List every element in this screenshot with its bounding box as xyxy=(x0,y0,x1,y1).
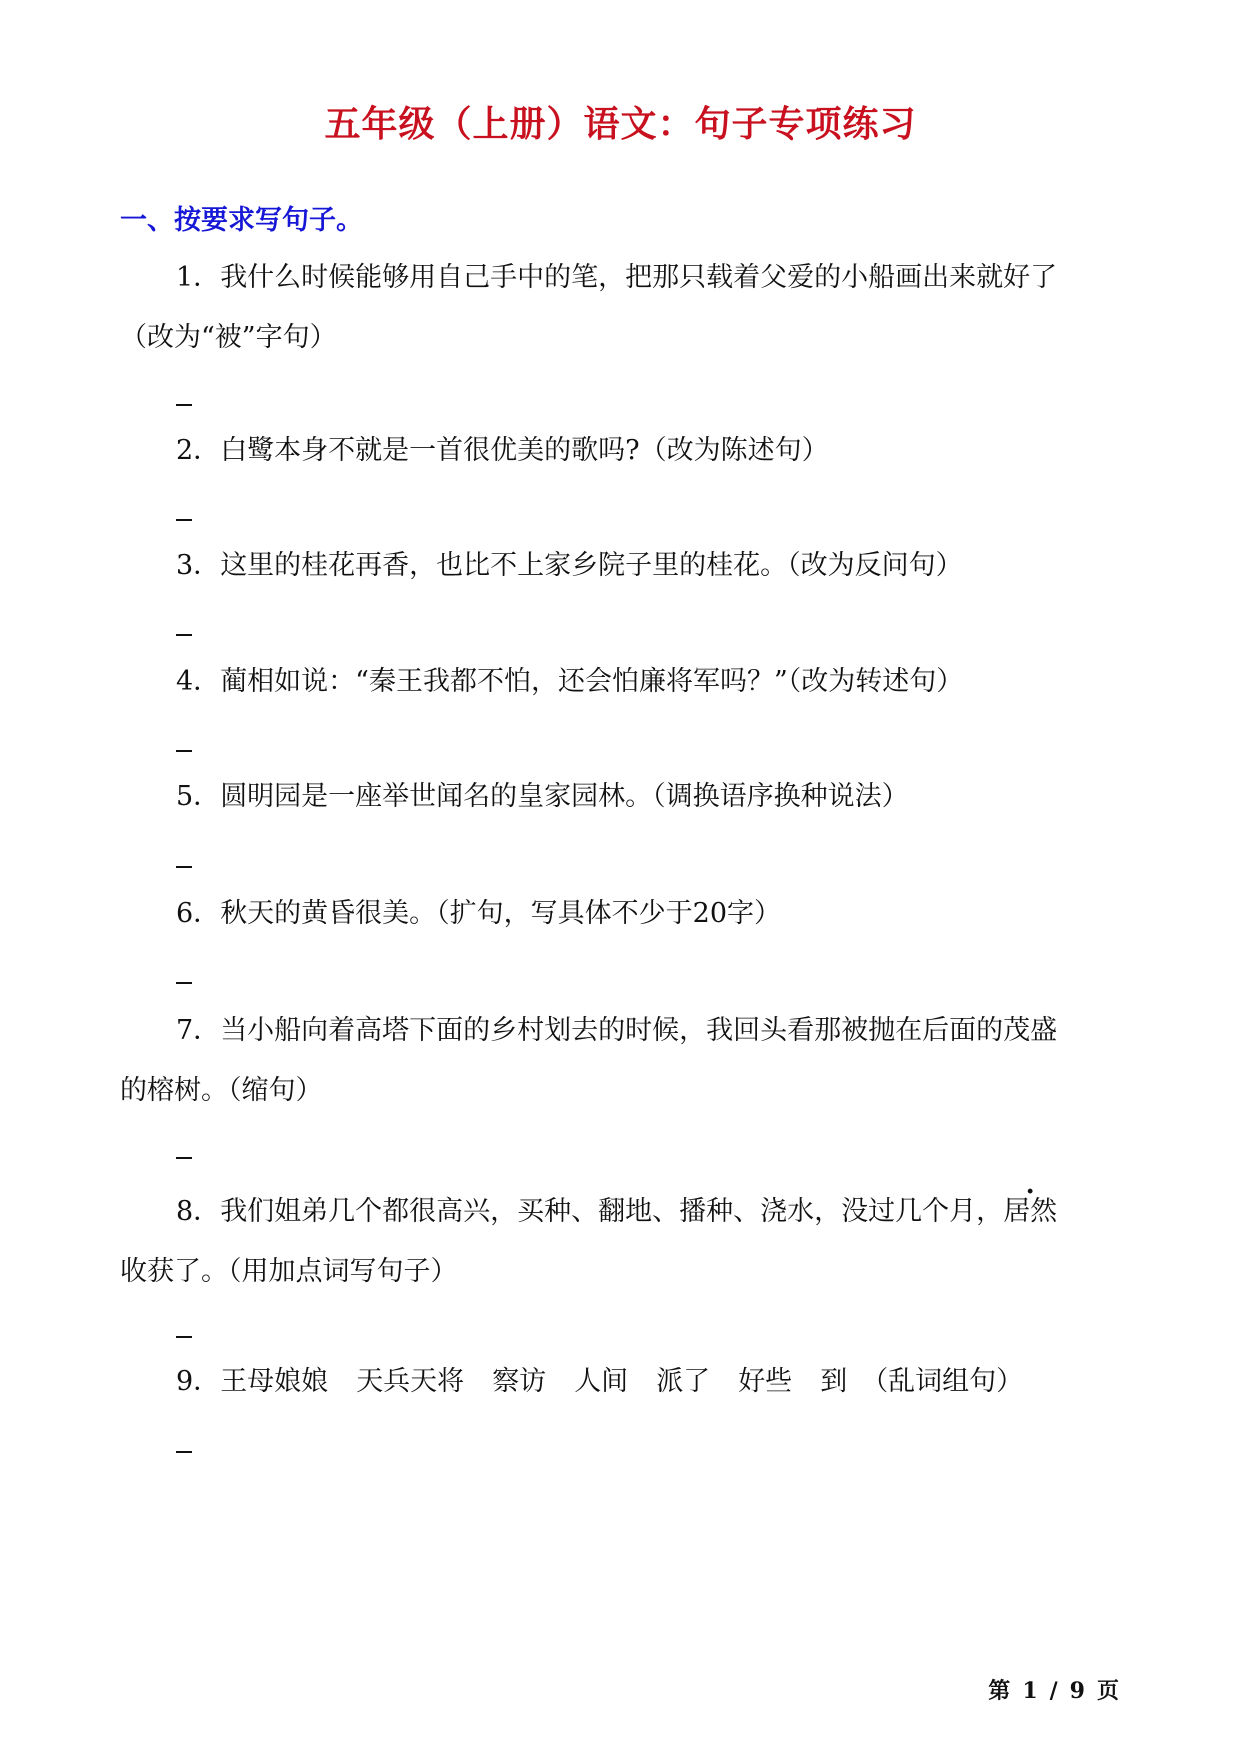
question-9 xyxy=(120,1352,1125,1412)
question-1-line1 xyxy=(120,248,1125,308)
scrambled-word: 好些 xyxy=(738,1366,793,1397)
question-instruction: （乱词组句） xyxy=(861,1366,1024,1397)
question-8-line2: 收获了。（用加点词写句子） xyxy=(120,1256,458,1287)
dotted-word: 居然 xyxy=(1003,1196,1058,1227)
page-title: 五年级（上册）语文：句子专项练习 xyxy=(324,103,917,145)
question-5 xyxy=(120,767,1125,827)
section-heading: 一、按要求写句子。 xyxy=(120,205,363,236)
question-number: 9． xyxy=(176,1366,221,1397)
page-separator: / xyxy=(1049,1678,1058,1704)
scrambled-word: 察访 xyxy=(492,1366,547,1397)
answer-blank-6[interactable] xyxy=(176,982,192,984)
scrambled-word: 派了 xyxy=(656,1366,711,1397)
question-number: 6． xyxy=(176,898,221,929)
question-number: 5． xyxy=(176,781,221,812)
answer-blank-9[interactable] xyxy=(176,1451,192,1453)
question-text: 这里的桂花再香，也比不上家乡院子里的桂花。（改为反问句） xyxy=(220,550,963,581)
answer-blank-4[interactable] xyxy=(176,750,192,752)
question-text: 秋天的黄昏很美。（扩句，写具体不少于20字） xyxy=(220,898,782,929)
question-8 xyxy=(120,1182,1125,1302)
question-3 xyxy=(120,536,1125,596)
scrambled-word: 到 xyxy=(820,1366,848,1397)
question-text: 蔺相如说：“秦王我都不怕，还会怕廉将军吗？”（改为转述句） xyxy=(220,666,964,697)
question-text: 我们姐弟几个都很高兴，买种、翻地、播种、浇水，没过几个月， xyxy=(220,1196,1004,1227)
question-7-line2: 的榕树。（缩句） xyxy=(120,1075,323,1106)
question-6 xyxy=(120,884,1125,944)
question-text: 白鹭本身不就是一首很优美的歌吗?（改为陈述句） xyxy=(220,435,829,466)
question-number: 7． xyxy=(176,1015,221,1046)
question-2 xyxy=(120,421,1125,481)
answer-blank-8[interactable] xyxy=(176,1336,192,1338)
page-number xyxy=(982,1674,1125,1705)
page-suffix: 页 xyxy=(1096,1678,1119,1704)
question-number: 8． xyxy=(176,1196,221,1227)
question-7 xyxy=(120,1001,1125,1121)
question-1 xyxy=(120,248,1125,368)
question-4 xyxy=(120,652,1125,712)
page-prefix: 第 xyxy=(988,1678,1011,1704)
answer-blank-2[interactable] xyxy=(176,519,192,521)
answer-blank-7[interactable] xyxy=(176,1157,192,1159)
question-text: 圆明园是一座举世闻名的皇家园林。（调换语序换种说法） xyxy=(220,781,909,812)
question-number: 3． xyxy=(176,550,221,581)
answer-blank-1[interactable] xyxy=(176,404,192,406)
question-number: 2． xyxy=(176,435,221,466)
scrambled-word: 王母娘娘 xyxy=(220,1366,329,1397)
answer-blank-3[interactable] xyxy=(176,634,192,636)
scrambled-word: 天兵天将 xyxy=(356,1366,465,1397)
answer-blank-5[interactable] xyxy=(176,866,192,868)
question-1-line2: （改为“被”字句） xyxy=(120,322,337,353)
scrambled-word: 人间 xyxy=(574,1366,629,1397)
current-page: 1 xyxy=(1022,1678,1038,1704)
question-number: 1． xyxy=(176,262,221,293)
question-text: 当小船向着高塔下面的乡村划去的时候，我回头看那被抛在后面的茂盛 xyxy=(220,1015,1058,1046)
question-text: 我什么时候能够用自己手中的笔，把那只载着父爱的小船画出来就好了 xyxy=(220,262,1058,293)
question-number: 4． xyxy=(176,666,221,697)
total-pages: 9 xyxy=(1069,1678,1085,1704)
